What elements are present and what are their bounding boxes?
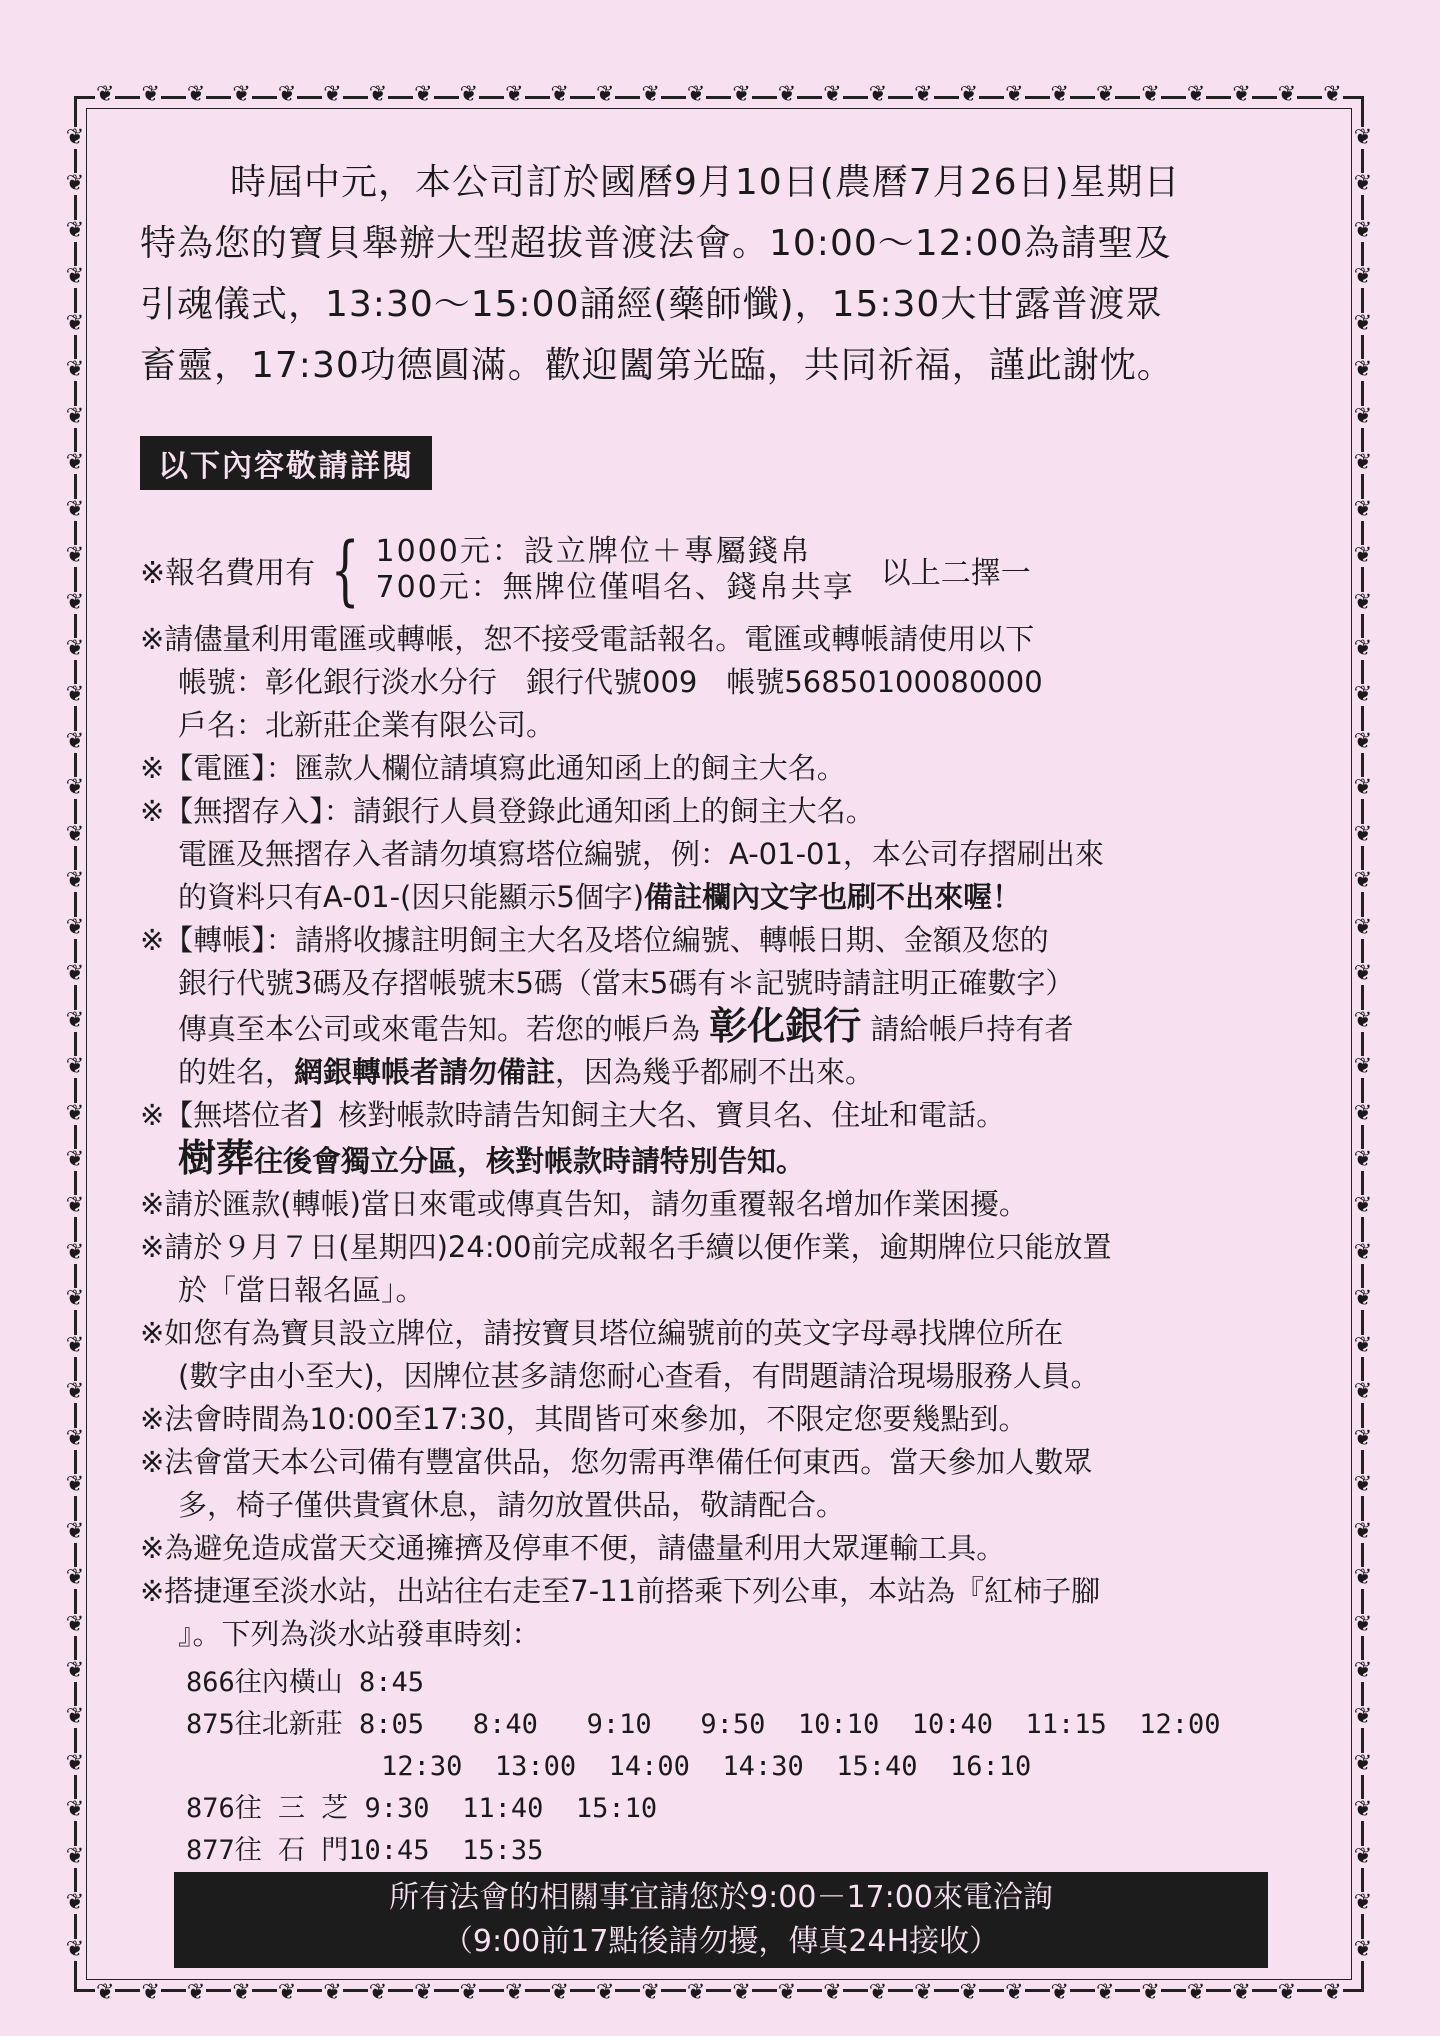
ornament-icon: ❦ (1353, 357, 1373, 383)
ornament-icon: ❦ (65, 914, 85, 940)
ornament-icon: ❦ (65, 1565, 85, 1591)
ornament-icon: ❦ (1050, 1980, 1069, 2005)
ornament-icon: ❦ (65, 1890, 85, 1916)
ornament-icon: ❦ (414, 1980, 433, 2005)
ornament-icon: ❦ (65, 1332, 85, 1358)
ornament-icon: ❦ (65, 1657, 85, 1683)
ornament-icon: ❦ (1323, 1980, 1342, 2005)
ornament-icon: ❦ (595, 82, 615, 107)
ornament-icon: ❦ (459, 1980, 479, 2005)
note-emphasis: 備註欄內文字也刷不出來喔！ (644, 880, 1022, 914)
ornament-icon: ❦ (1186, 1980, 1206, 2005)
ornament-icon: ❦ (65, 125, 85, 150)
fee-choose-one: 以上二擇一 (880, 556, 1031, 591)
ornament-icon: ❦ (65, 1286, 85, 1312)
ornament-icon: ❦ (1353, 1704, 1373, 1730)
ornament-icon: ❦ (1353, 1286, 1373, 1312)
ornament-icon: ❦ (65, 1797, 85, 1823)
note-emphasis: 網銀轉帳者請勿備註 (294, 1055, 556, 1089)
ornament-icon: ❦ (1353, 1379, 1373, 1405)
note-text: 的資料只有A-01-(因只能顯示5個字) (178, 880, 645, 914)
ornament-icon: ❦ (868, 1980, 888, 2005)
note-line: ※請儘量利用電匯或轉帳，恕不接受電話報名。電匯或轉帳請使用以下 (140, 622, 1035, 656)
ornament-icon: ❦ (323, 82, 342, 107)
ornament-icon: ❦ (65, 496, 85, 522)
note-line (140, 1005, 1300, 1051)
note-line (140, 1051, 1300, 1094)
ornament-icon: ❦ (65, 1750, 85, 1776)
ornament-icon: ❦ (732, 1980, 751, 2005)
note-line: ※法會時間為10:00至17:30，其間皆可來參加，不限定您要幾點到。 (140, 1402, 1028, 1436)
ornament-icon: ❦ (1353, 1936, 1373, 1962)
fee-option-list (376, 534, 855, 606)
ornament-icon: ❦ (1353, 1472, 1373, 1498)
ornament-icon: ❦ (1353, 1146, 1373, 1172)
border-right-ornaments (1343, 99, 1383, 1989)
ornament-icon: ❦ (550, 1980, 569, 2005)
account-name: 戶名：北新莊企業有限公司。 (178, 708, 556, 742)
ornament-icon: ❦ (1353, 1750, 1373, 1776)
ornament-icon: ❦ (1141, 1980, 1160, 2005)
ornament-icon: ❦ (65, 1007, 85, 1033)
ornament-icon: ❦ (1141, 82, 1160, 107)
bus-schedule-row: 876往 三 芝 9:30 11:40 15:10 (186, 1793, 658, 1824)
intro-paragraph (140, 152, 1300, 396)
note-text: 傳真至本公司或來電告知。若您的帳戶為 (178, 1012, 701, 1046)
ornament-icon: ❦ (1005, 82, 1024, 107)
intro-line: 時屆中元，本公司訂於國曆9月10日(農曆7月26日)星期日 (230, 162, 1181, 203)
ornament-icon: ❦ (1353, 1332, 1373, 1358)
ornament-icon: ❦ (1353, 1054, 1373, 1080)
note-line: ※如您有為寶貝設立牌位，請按寶貝塔位編號前的英文字母尋找牌位所在 (140, 1316, 1064, 1350)
ornament-icon: ❦ (1353, 310, 1373, 336)
ornament-icon: ❦ (65, 682, 85, 708)
ornament-icon: ❦ (505, 82, 524, 107)
ornament-icon: ❦ (1353, 264, 1373, 290)
note-line: 多，椅子僅供貴賓休息，請勿放置供品，敬請配合。 (178, 1488, 846, 1522)
note-line: 』。下列為淡水站發車時刻： (178, 1617, 541, 1651)
note-line: ※為避免造成當天交通擁擠及停車不便，請儘量利用大眾運輸工具。 (140, 1531, 1006, 1565)
ornament-icon: ❦ (1353, 589, 1373, 615)
ornament-icon: ❦ (823, 1980, 842, 2005)
ornament-icon: ❦ (641, 1980, 660, 2005)
ornament-icon: ❦ (1353, 1797, 1373, 1823)
intro-line: 引魂儀式，13:30～15:00誦經(藥師懺)，15:30大甘露普渡眾 (140, 284, 1163, 325)
ornament-icon: ❦ (1353, 1193, 1373, 1219)
ornament-icon: ❦ (65, 868, 85, 894)
ornament-icon: ❦ (1353, 728, 1373, 754)
ornament-icon: ❦ (65, 1239, 85, 1265)
ornament-icon: ❦ (232, 82, 251, 107)
ornament-icon: ❦ (186, 82, 206, 107)
ornament-icon: ❦ (1353, 1890, 1373, 1916)
ornament-icon: ❦ (65, 1054, 85, 1080)
fee-label: ※報名費用有 (140, 556, 316, 591)
ornament-icon: ❦ (232, 1980, 251, 2005)
bus-schedule-row: 12:30 13:00 14:00 14:30 15:40 16:10 (186, 1751, 1032, 1782)
note-line (140, 1137, 1300, 1183)
note-line: ※請於９月７日(星期四)24:00前完成報名手續以便作業，逾期牌位只能放置 (140, 1230, 1112, 1264)
ornament-icon: ❦ (1353, 171, 1373, 197)
brace-icon: { (330, 525, 360, 614)
ornament-icon: ❦ (777, 82, 797, 107)
ornament-icon: ❦ (914, 1980, 933, 2005)
ornament-icon: ❦ (1277, 1980, 1297, 2005)
ornament-icon: ❦ (65, 1379, 85, 1405)
notice-content (140, 152, 1300, 1872)
ornament-icon: ❦ (1353, 1425, 1373, 1451)
ornament-icon: ❦ (65, 1518, 85, 1544)
ornament-icon: ❦ (1353, 914, 1373, 940)
ornament-icon: ❦ (65, 635, 85, 661)
ornament-icon: ❦ (186, 1980, 206, 2005)
fee-options (140, 525, 1300, 614)
ornament-icon: ❦ (96, 82, 115, 107)
bank-emphasis: 彰化銀行 (709, 1004, 862, 1048)
ornament-icon: ❦ (65, 1146, 85, 1172)
ornament-icon: ❦ (323, 1980, 342, 2005)
ornament-icon: ❦ (65, 589, 85, 615)
ornament-icon: ❦ (65, 1704, 85, 1730)
ornament-icon: ❦ (65, 1936, 85, 1962)
ornament-icon: ❦ (1353, 125, 1373, 150)
note-line: ※【無塔位者】核對帳款時請告知飼主大名、寶貝名、住址和電話。 (140, 1098, 1006, 1132)
note-text: 的姓名， (178, 1055, 295, 1089)
ornament-icon: ❦ (65, 1472, 85, 1498)
ornament-icon: ❦ (1353, 1239, 1373, 1265)
ornament-icon: ❦ (823, 82, 842, 107)
border-top-ornaments (77, 75, 1361, 115)
footer-line: （9:00前17點後請勿擾，傳真24H接收） (442, 1924, 1000, 1959)
note-line (140, 876, 1300, 919)
ornament-icon: ❦ (1353, 1843, 1373, 1869)
ornament-icon: ❦ (1353, 1565, 1373, 1591)
ornament-icon: ❦ (96, 1980, 115, 2005)
ornament-icon: ❦ (1353, 775, 1373, 801)
ornament-icon: ❦ (1353, 682, 1373, 708)
ornament-icon: ❦ (1353, 821, 1373, 847)
ornament-icon: ❦ (868, 82, 888, 107)
ornament-icon: ❦ (65, 1843, 85, 1869)
fee-option: 1000元：設立牌位＋專屬錢帛 (375, 534, 812, 569)
ornament-icon: ❦ (65, 961, 85, 987)
ornament-icon: ❦ (65, 543, 85, 569)
section-heading: 以下內容敬請詳閱 (140, 436, 432, 490)
ornament-icon: ❦ (1005, 1980, 1024, 2005)
note-line: 銀行代號3碼及存摺帳號末5碼（當末5碼有＊記號時請註明正確數字） (178, 966, 1075, 1000)
ornament-icon: ❦ (1095, 1980, 1115, 2005)
note-line: 於「當日報名區」。 (178, 1273, 425, 1307)
ornament-icon: ❦ (732, 82, 751, 107)
ornament-icon: ❦ (641, 82, 660, 107)
note-line: ※法會當天本公司備有豐富供品，您勿需再準備任何東西。當天參加人數眾 (140, 1445, 1093, 1479)
ornament-icon: ❦ (777, 1980, 797, 2005)
ornament-icon: ❦ (1323, 82, 1342, 107)
ornament-icon: ❦ (65, 1193, 85, 1219)
note-text: 請給帳戶持有者 (870, 1012, 1074, 1046)
ornament-icon: ❦ (414, 82, 433, 107)
ornament-icon: ❦ (65, 450, 85, 476)
ornament-icon: ❦ (1353, 1100, 1373, 1126)
note-line: ※【轉帳】：請將收據註明飼主大名及塔位編號、轉帳日期、金額及您的 (140, 923, 1049, 957)
ornament-icon: ❦ (368, 1980, 388, 2005)
ornament-icon: ❦ (141, 82, 160, 107)
ornament-icon: ❦ (1353, 496, 1373, 522)
note-line: (數字由小至大)，因牌位甚多請您耐心查看，有問題請洽現場服務人員。 (178, 1359, 1100, 1393)
ornament-icon: ❦ (550, 82, 569, 107)
ornament-icon: ❦ (1353, 450, 1373, 476)
notes-list (140, 618, 1300, 1656)
ornament-icon: ❦ (65, 1611, 85, 1637)
bank-account: 帳號：彰化銀行淡水分行 銀行代號009 帳號56850100080000 (178, 665, 1043, 699)
ornament-icon: ❦ (914, 82, 933, 107)
border-left-ornaments (55, 99, 95, 1989)
ornament-icon: ❦ (1353, 543, 1373, 569)
ornament-icon: ❦ (65, 728, 85, 754)
ornament-icon: ❦ (65, 264, 85, 290)
ornament-icon: ❦ (65, 1100, 85, 1126)
contact-footer (174, 1872, 1268, 1968)
ornament-icon: ❦ (65, 775, 85, 801)
ornament-icon: ❦ (1353, 1007, 1373, 1033)
ornament-icon: ❦ (959, 82, 979, 107)
bus-schedule-row: 875往北新莊 8:05 8:40 9:10 9:50 10:10 10:40 11:15 12:00 (186, 1709, 1221, 1740)
ornament-icon: ❦ (686, 82, 706, 107)
ornament-icon: ❦ (141, 1980, 160, 2005)
intro-line: 畜靈，17:30功德圓滿。歡迎闔第光臨，共同祈福，謹此謝忱。 (140, 345, 1174, 386)
ornament-icon: ❦ (1277, 82, 1297, 107)
ornament-icon: ❦ (686, 1980, 706, 2005)
note-line: ※【電匯】：匯款人欄位請填寫此通知函上的飼主大名。 (140, 751, 846, 785)
ornament-icon: ❦ (1353, 1518, 1373, 1544)
ornament-icon: ❦ (65, 171, 85, 197)
ornament-icon: ❦ (1232, 82, 1251, 107)
ornament-icon: ❦ (459, 82, 479, 107)
note-line: ※搭捷運至淡水站，出站往右走至7-11前搭乘下列公車，本站為『紅柿子腳 (140, 1574, 1101, 1608)
ornament-icon: ❦ (1353, 1657, 1373, 1683)
fee-option: 700元：無牌位僅唱名、錢帛共享 (375, 570, 855, 605)
ornament-icon: ❦ (65, 403, 85, 429)
ornament-icon: ❦ (65, 310, 85, 336)
ornament-icon: ❦ (1353, 868, 1373, 894)
footer-line: 所有法會的相關事宜請您於9:00－17:00來電洽詢 (389, 1880, 1053, 1915)
ornament-icon: ❦ (277, 82, 297, 107)
note-line: 電匯及無摺存入者請勿填寫塔位編號，例：A-01-01，本公司存摺刷出來 (178, 837, 1104, 871)
ornament-icon: ❦ (1353, 217, 1373, 243)
ornament-icon: ❦ (1353, 635, 1373, 661)
ornament-icon: ❦ (1232, 1980, 1251, 2005)
ornament-icon: ❦ (1050, 82, 1069, 107)
note-line: ※【無摺存入】：請銀行人員登錄此通知函上的飼主大名。 (140, 794, 875, 828)
note-emphasis: 往後會獨立分區，核對帳款時請特別告知。 (254, 1144, 806, 1178)
note-line: ※請於匯款(轉帳)當日來電或傳真告知，請勿重覆報名增加作業困擾。 (140, 1187, 1028, 1221)
ornament-icon: ❦ (65, 357, 85, 383)
note-text: ，因為幾乎都刷不出來。 (555, 1055, 875, 1089)
ornament-icon: ❦ (65, 1425, 85, 1451)
ornament-icon: ❦ (595, 1980, 615, 2005)
ornament-icon: ❦ (1353, 403, 1373, 429)
ornament-icon: ❦ (959, 1980, 979, 2005)
ornament-icon: ❦ (1353, 961, 1373, 987)
ornament-icon: ❦ (65, 217, 85, 243)
tree-burial-emphasis: 樹葬 (178, 1136, 255, 1180)
ornament-icon: ❦ (505, 1980, 524, 2005)
ornament-icon: ❦ (65, 821, 85, 847)
bus-schedule-row: 866往內橫山 8:45 (186, 1667, 425, 1698)
ornament-icon: ❦ (1095, 82, 1115, 107)
bus-schedule-row: 877往 石 門10:45 15:35 (186, 1835, 544, 1866)
border-bottom-ornaments (77, 1973, 1361, 2013)
intro-line: 特為您的寶貝舉辦大型超拔普渡法會。10:00～12:00為請聖及 (140, 223, 1172, 264)
ornament-icon: ❦ (368, 82, 388, 107)
ornament-icon: ❦ (1353, 1611, 1373, 1637)
bus-schedule (140, 1662, 1300, 1872)
ornament-icon: ❦ (277, 1980, 297, 2005)
ornament-icon: ❦ (1186, 82, 1206, 107)
